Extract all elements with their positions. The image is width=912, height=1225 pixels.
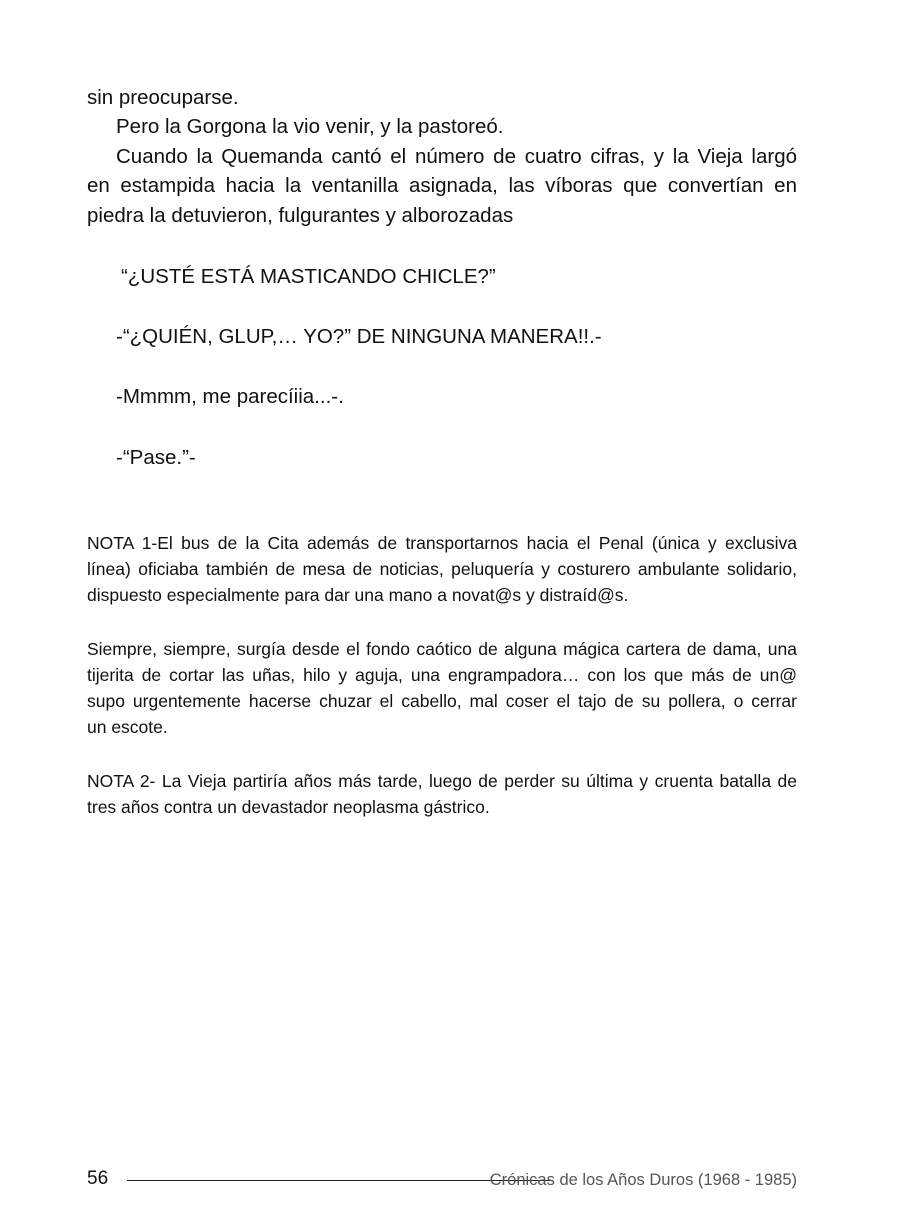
paragraph-3-line-1: Cuando la Quemanda cantó el número de cuatro cifras, y la Vieja largó [116, 145, 797, 168]
note-1-line-3: dispuesto especialmente para dar una mano a novat@s y distraíd@s. [87, 585, 629, 605]
page-footer [87, 1164, 797, 1194]
running-title: Crónicas de los Años Duros (1968 - 1985) [489, 1171, 797, 1189]
paragraph-3-line-3: piedra la detuvieron, fulgurantes y alborozadas [87, 204, 514, 227]
note-1-line-2: línea) oficiaba también de mesa de noticias, peluquería y costurero ambulante solidario, [87, 559, 797, 579]
footer-rule [127, 1180, 551, 1181]
note-1b-line-2: tijerita de cortar las uñas, hilo y aguja, una engrampadora… con los que más de un@ [87, 665, 797, 685]
note-1b-line-1: Siempre, siempre, surgía desde el fondo caótico de alguna mágica cartera de dama, una [87, 639, 797, 659]
note-1b-line-3: supo urgentemente hacerse chuzar el cabello, mal coser el tajo de su pollera, o cerrar [87, 691, 797, 711]
dialogue-line-4: -“Pase.”- [116, 446, 196, 469]
paragraph-3-line-2: en estampida hacia la ventanilla asignada, las víboras que convertían en [87, 174, 797, 197]
paragraph-1-line-1: sin preocuparse. [87, 86, 239, 109]
paragraph-2-line-1: Pero la Gorgona la vio venir, y la pastoreó. [116, 115, 504, 138]
dialogue-line-2: -“¿QUIÉN, GLUP,… YO?” DE NINGUNA MANERA!!.- [116, 325, 602, 348]
dialogue-line-1: “¿USTÉ ESTÁ MASTICANDO CHICLE?” [121, 265, 496, 288]
note-2-line-2: tres años contra un devastador neoplasma gástrico. [87, 797, 490, 817]
note-1-line-1: NOTA 1-El bus de la Cita además de transportarnos hacia el Penal (única y exclusiva [87, 533, 797, 553]
note-1b-line-4: un escote. [87, 717, 168, 737]
note-2-line-1: NOTA 2- La Vieja partiría años más tarde, luego de perder su última y cruenta batalla de [87, 771, 797, 791]
page-number: 56 [87, 1168, 109, 1189]
dialogue-line-3: -Mmmm, me parecíiia...-. [116, 385, 344, 408]
